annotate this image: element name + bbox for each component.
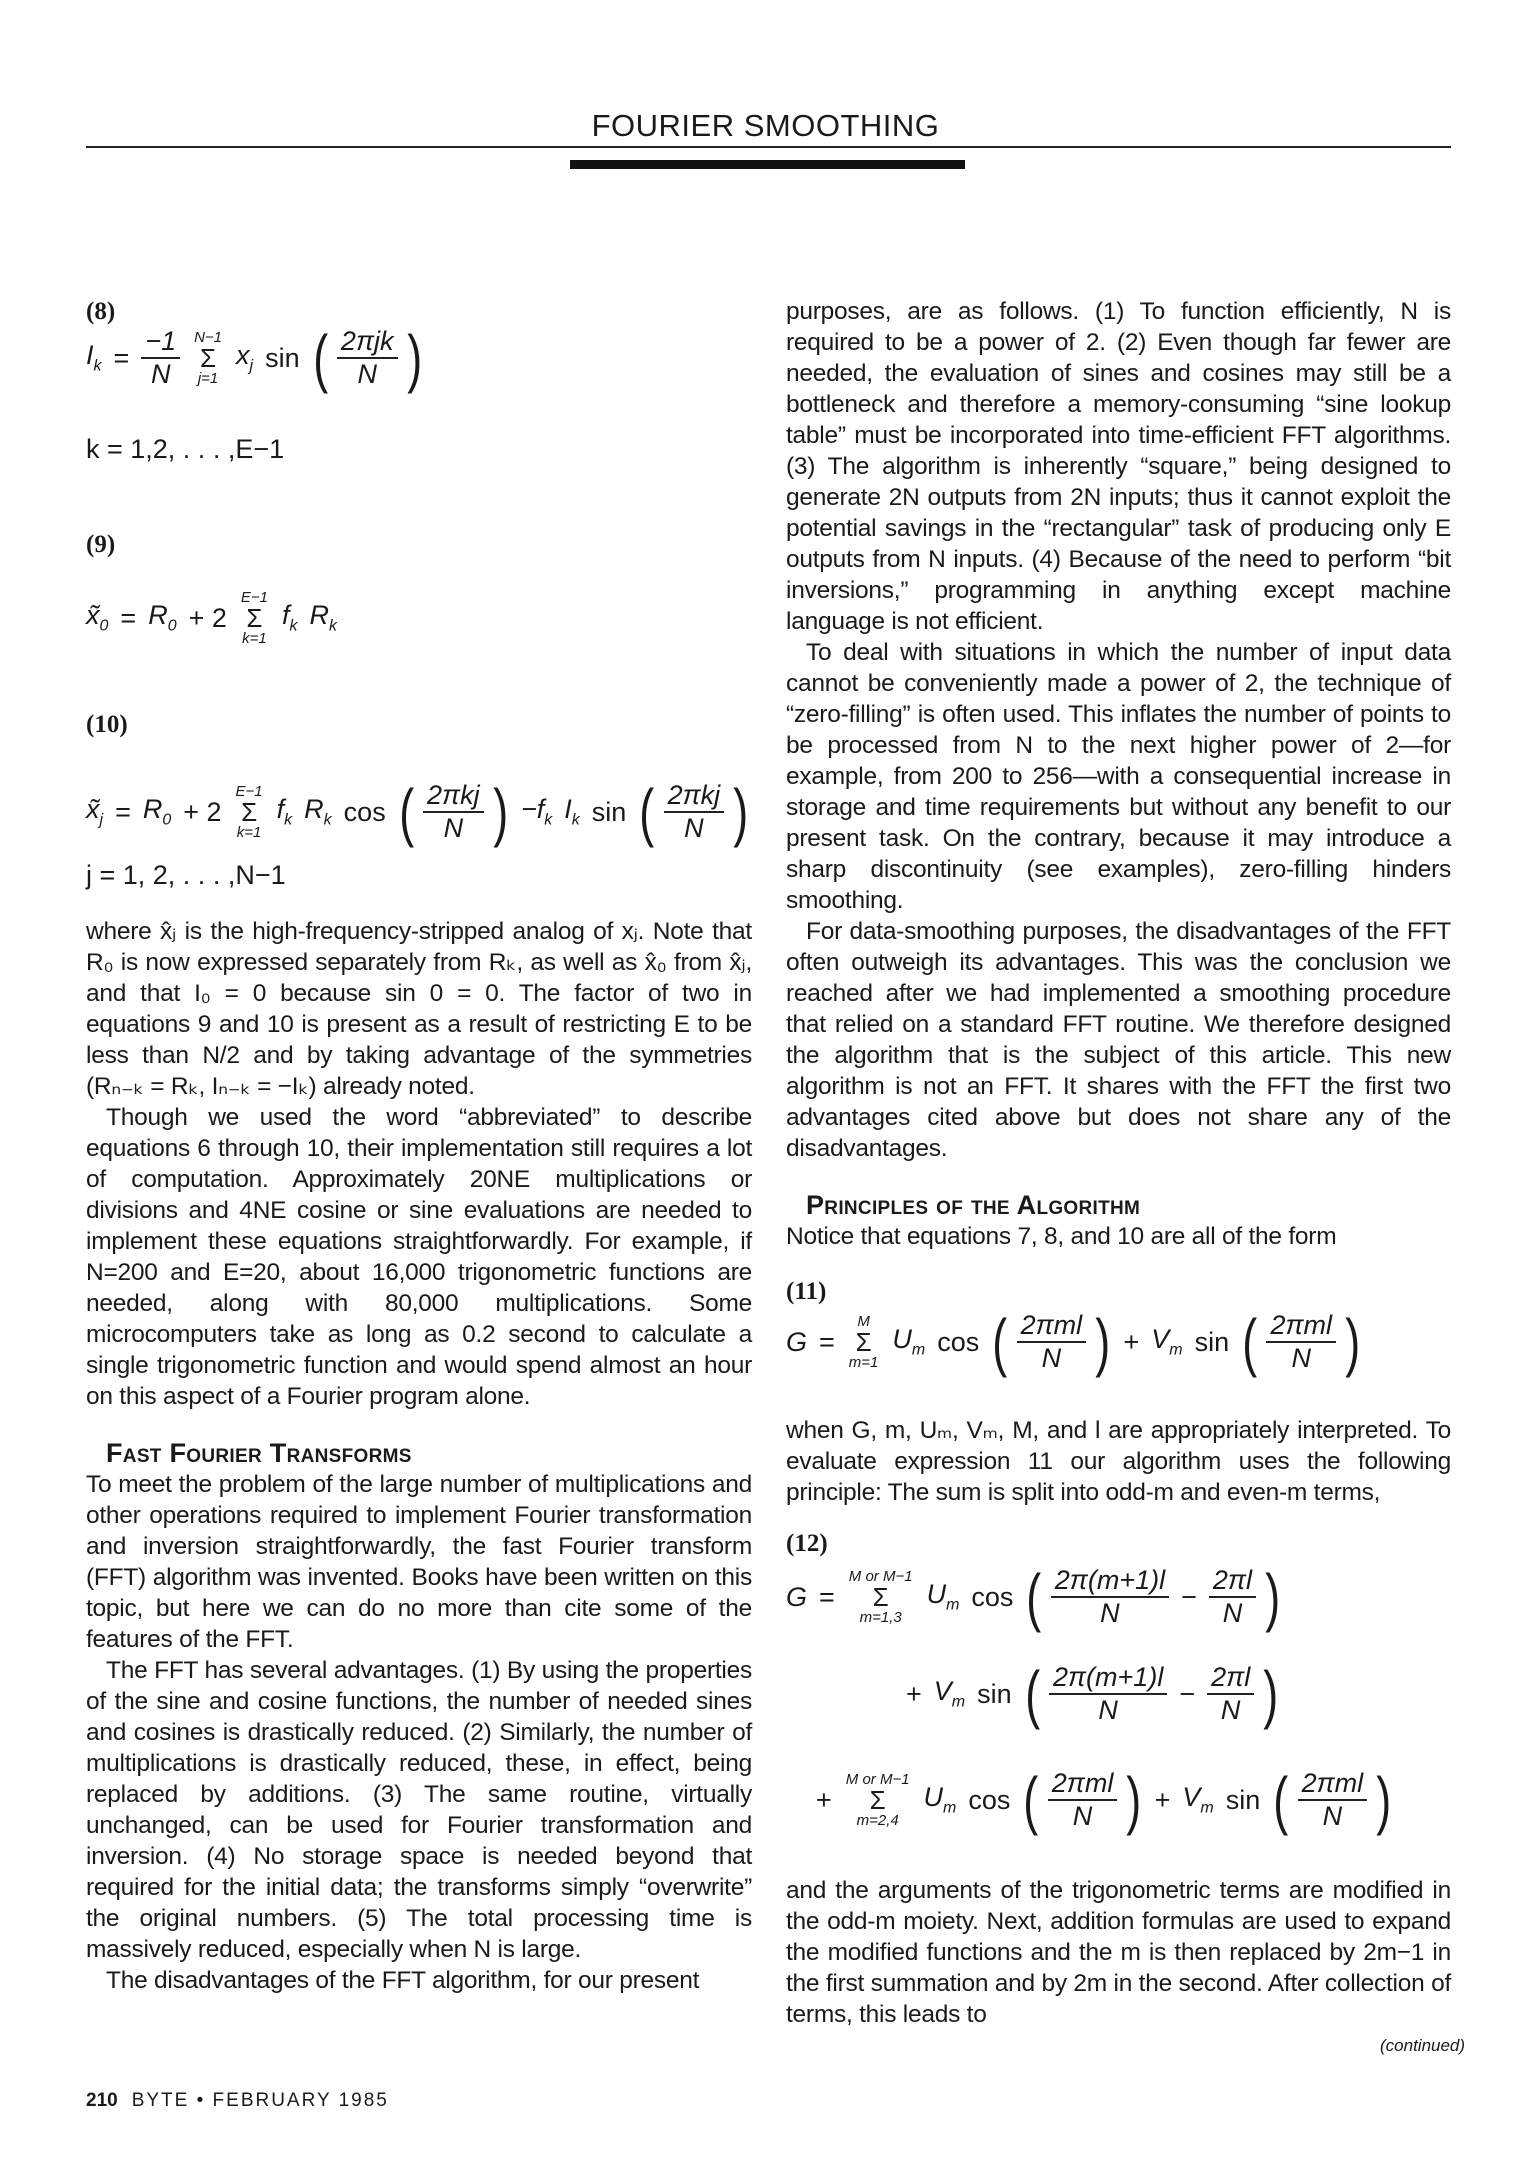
- math-term: +: [1154, 1784, 1171, 1815]
- numerator: 2πml: [1048, 1768, 1118, 1801]
- math-term: + 2: [188, 602, 227, 633]
- numerator: 2π(m+1)l: [1049, 1662, 1167, 1695]
- fraction: [423, 780, 484, 844]
- sum-lower-limit: m=1,3: [859, 1609, 902, 1627]
- numerator: 2πml: [1298, 1768, 1368, 1801]
- math-term: $-f_k$: [520, 794, 553, 829]
- denominator: N: [1100, 1598, 1120, 1629]
- footer-text: BYTE • FEBRUARY 1985: [131, 2090, 389, 2111]
- math-term: =: [120, 602, 137, 633]
- math-term: =: [115, 796, 131, 827]
- math-term: sin: [1225, 1784, 1261, 1815]
- paragraph: The FFT has several advantages. (1) By using the properties of the sine and cosine functions, the number of needed sines and cosines is drastically reduced. (2) Similarly, the number of multiplications is drastically reduced, these, in effect, being replaced by additions. (3) The same routine, virtually unchanged, can be used for Fourier transformation and inversion. (4) No storage space is needed beyond that required for the initial data; the transforms simply “overwrite” the original numbers. (5) The total processing time is massively reduced, especially when N is large.: [86, 1657, 752, 1963]
- summation: [194, 330, 222, 386]
- math-term: cos: [937, 1326, 980, 1357]
- equation-12-line-2: [900, 1658, 1286, 1731]
- math-term: sin: [977, 1678, 1012, 1709]
- subscript: k: [284, 811, 293, 829]
- subscript: k: [323, 811, 332, 829]
- left-paren-icon: (: [1242, 1306, 1258, 1379]
- page-footer: [86, 2090, 389, 2112]
- equation-8: [80, 322, 429, 395]
- fraction: [1209, 1565, 1256, 1629]
- math-term: $f_k$: [276, 794, 293, 829]
- sum-upper-limit: E−1: [240, 589, 268, 606]
- subscript: 0: [162, 811, 172, 829]
- math-term: +: [906, 1678, 922, 1709]
- continued-note: (continued): [1380, 2036, 1466, 2055]
- right-column-mid: [786, 1415, 1451, 1508]
- math-term: −: [1181, 1581, 1197, 1612]
- math-term: sin: [265, 342, 300, 373]
- right-paren-icon: ): [1265, 1561, 1281, 1634]
- fraction: [1207, 1662, 1254, 1726]
- equation-8-range: k = 1,2, . . . ,E−1: [86, 434, 285, 464]
- denominator: N: [1098, 1695, 1118, 1726]
- sum-lower-limit: k=1: [242, 630, 267, 647]
- running-header: FOURIER SMOOTHING: [591, 108, 940, 143]
- math-term: $V_m$: [1151, 1324, 1183, 1359]
- paragraph: when G, m, Uₘ, Vₘ, M, and l are appropriately interpreted. To evaluate expression 11 our algorithm uses the following principle: The sum is split into odd-m and even-m terms,: [786, 1417, 1451, 1506]
- summation: [849, 1569, 913, 1625]
- subscript: m: [943, 1799, 957, 1817]
- right-paren-icon: ): [1376, 1764, 1392, 1837]
- section-heading: Fast Fourier Transforms: [106, 1438, 412, 1468]
- paragraph: where x̂ⱼ is the high-frequency-stripped analog of xⱼ. Note that R₀ is now expressed separately from Rₖ, as well as x̂₀ from x̂ⱼ, and that I₀ = 0 because sin 0 = 0. The factor of two in equations 9 and 10 is present as a result of restricting E to be less than N/2 and by taking advantage of the symmetries (Rₙ₋ₖ = Rₖ, Iₙ₋ₖ = −Iₖ) already noted.: [86, 918, 752, 1100]
- math-term: cos: [343, 796, 386, 827]
- math-term: =: [819, 1581, 835, 1612]
- numerator: 2πml: [1017, 1310, 1087, 1343]
- sum-upper-limit: M or M−1: [845, 1771, 910, 1789]
- subscript: k: [93, 357, 102, 375]
- left-paren-icon: (: [1273, 1764, 1289, 1837]
- math-term: $x̃_j$: [86, 794, 104, 829]
- sigma-icon: Σ: [855, 1327, 872, 1358]
- subscript: k: [571, 811, 580, 829]
- math-term: sin: [591, 796, 627, 827]
- math-term: $f_k$: [282, 600, 298, 635]
- paragraph: and the arguments of the trigonometric terms are modified in the odd-m moiety. Next, addition formulas are used to expand the modified functions and the m is then replaced by 2m−1 in the first summation and by 2m in the second. After collection of terms, this leads to: [786, 1877, 1451, 2028]
- sum-lower-limit: k=1: [236, 824, 262, 842]
- equation-label-9: (9): [86, 531, 116, 558]
- paragraph: For data-smoothing purposes, the disadvantages of the FFT often outweigh its advantages. This was the conclusion we reached after we had implemented a smoothing procedure that relied on a standard FFT routine. We therefore designed the algorithm that is the subject of this article. This new algorithm is not an FFT. It shares with the FFT the first two advantages cited above but does not share any of the disadvantages.: [786, 918, 1451, 1162]
- math-term: sin: [1194, 1326, 1230, 1357]
- subscript: m: [911, 1341, 926, 1359]
- numerator: 2πml: [1266, 1310, 1336, 1343]
- denominator: N: [1322, 1801, 1343, 1832]
- math-term: $R_0$: [142, 794, 172, 829]
- sigma-icon: Σ: [241, 797, 258, 828]
- denominator: N: [1220, 1695, 1241, 1726]
- denominator: N: [1072, 1801, 1093, 1832]
- subscript: j: [249, 357, 254, 375]
- left-paren-icon: (: [1026, 1561, 1042, 1634]
- math-term: + 2: [183, 796, 222, 827]
- parenthesized-group: [989, 1306, 1113, 1379]
- paragraph: Though we used the word “abbreviated” to describe equations 6 through 10, their implementation still requires a lot of computation. Approximately 20NE multiplications or divisions and 4NE cosine or sine evaluations are needed to implement these equations straightforwardly. For example, if N=200 and E=20, about 16,000 trigonometric functions are needed, along with 80,000 multiplications. Some microcomputers take as long as 0.2 second to calculate a single trigonometric function and would spend almost an hour on this aspect of a Fourier program alone.: [86, 1104, 752, 1410]
- denominator: N: [150, 359, 171, 390]
- fraction: [1298, 1768, 1368, 1832]
- parenthesized-group: [1023, 1561, 1283, 1634]
- math-term: $I_k$: [86, 340, 102, 375]
- equation-label-12: (12): [786, 1530, 828, 1557]
- parenthesized-group: [636, 776, 751, 849]
- section-heading: Principles of the Algorithm: [806, 1190, 1141, 1220]
- subscript: 0: [167, 617, 177, 635]
- left-column: [86, 916, 752, 1996]
- subscript: m: [1200, 1799, 1214, 1817]
- math-term: $R_k$: [309, 600, 338, 635]
- sum-upper-limit: M or M−1: [848, 1568, 913, 1586]
- header-bar: [570, 160, 965, 169]
- left-paren-icon: (: [1023, 1764, 1039, 1837]
- math-term: $U_m$: [892, 1324, 926, 1359]
- fraction: [1049, 1662, 1167, 1726]
- sum-upper-limit: N−1: [194, 329, 223, 347]
- equation-11: [780, 1306, 1367, 1379]
- fraction: [141, 326, 180, 390]
- right-paren-icon: ): [406, 322, 422, 395]
- right-paren-icon: ): [1126, 1764, 1142, 1837]
- page-number: 210: [86, 2090, 118, 2111]
- math-term: +: [816, 1784, 832, 1815]
- math-term: $U_m$: [923, 1782, 957, 1817]
- math-term: $I_k$: [564, 794, 580, 829]
- math-term: $R_0$: [148, 600, 177, 635]
- denominator: N: [1041, 1343, 1062, 1374]
- math-term: =: [819, 1326, 835, 1357]
- subscript: j: [99, 811, 104, 829]
- numerator: 2πkj: [423, 780, 484, 813]
- math-term: $V_m$: [933, 1676, 966, 1711]
- equation-12-line-1: [780, 1561, 1287, 1634]
- subscript: k: [544, 811, 553, 829]
- sigma-icon: Σ: [246, 603, 263, 633]
- sum-upper-limit: M: [857, 1313, 870, 1331]
- right-column-top: [786, 296, 1451, 1252]
- denominator: N: [684, 813, 704, 844]
- summation: [849, 1314, 879, 1370]
- summation: [241, 590, 268, 646]
- equation-10-range: j = 1, 2, . . . ,N−1: [86, 860, 286, 890]
- subscript: 0: [99, 617, 109, 635]
- math-term: cos: [968, 1784, 1011, 1815]
- subscript: k: [329, 617, 338, 635]
- paragraph: To deal with situations in which the number of input data cannot be conveniently made a power of 2, the technique of “zero-filling” is often used. This inflates the number of points to be processed from N to the next higher power of 2—for example, from 200 to 256—with a consequential increase in storage and time requirements but without any benefit to our present task. On the contrary, because it may introduce a sharp discontinuity (see examples), zero-filling hinders smoothing.: [786, 639, 1451, 914]
- fraction: [1266, 1310, 1336, 1374]
- fraction: [664, 780, 725, 844]
- numerator: 2πkj: [664, 780, 725, 813]
- sum-lower-limit: m=1: [848, 1354, 879, 1372]
- math-term: $V_m$: [1182, 1782, 1214, 1817]
- left-paren-icon: (: [639, 776, 655, 849]
- parenthesized-group: [1239, 1306, 1363, 1379]
- denominator: N: [443, 813, 464, 844]
- numerator: −1: [141, 326, 180, 359]
- left-paren-icon: (: [992, 1306, 1008, 1379]
- denominator: N: [1222, 1598, 1243, 1629]
- math-term: cos: [971, 1581, 1014, 1612]
- sigma-icon: Σ: [200, 343, 217, 374]
- math-term: $R_k$: [304, 794, 332, 829]
- numerator: 2πl: [1207, 1662, 1254, 1695]
- right-paren-icon: ): [1263, 1658, 1279, 1731]
- parenthesized-group: [1270, 1764, 1394, 1837]
- equation-label-8: (8): [86, 298, 116, 325]
- parenthesized-group: [1022, 1658, 1282, 1731]
- parenthesized-group: [396, 776, 511, 849]
- subscript: k: [289, 617, 298, 635]
- sum-upper-limit: E−1: [235, 783, 263, 801]
- math-term: −: [1179, 1678, 1196, 1709]
- equation-label-10: (10): [86, 711, 128, 738]
- right-paren-icon: ): [1345, 1306, 1361, 1379]
- equation-label-11: (11): [786, 1278, 827, 1305]
- left-paren-icon: (: [312, 322, 328, 395]
- paragraph: purposes, are as follows. (1) To function efficiently, N is required to be a power of 2. (2) Even though far fewer are needed, the evaluation of sines and cosines may still be a bottleneck and therefore a memory-consuming “sine lookup table” must be incorporated into time-efficient FFT algorithms. (3) The algorithm is inherently “square,” being designed to generate 2N outputs from 2N inputs; thus it cannot exploit the potential savings in the “rectangular” task of producing only E outputs from N inputs. (4) Because of the need to perform “bit inversions,” programming in anything except machine language is not efficient.: [786, 298, 1451, 635]
- fraction: [337, 326, 398, 390]
- math-term: $x̃_0$: [86, 600, 109, 635]
- right-paren-icon: ): [492, 776, 508, 849]
- right-paren-icon: ): [733, 776, 749, 849]
- equation-10: [80, 776, 755, 849]
- math-term: +: [1123, 1326, 1140, 1357]
- fraction: [1017, 1310, 1087, 1374]
- math-term: G: [786, 1581, 808, 1612]
- header-rule: [86, 146, 1451, 148]
- sum-lower-limit: j=1: [197, 370, 219, 388]
- sum-lower-limit: m=2,4: [856, 1812, 899, 1830]
- math-term: $U_m$: [926, 1579, 960, 1614]
- paragraph: Notice that equations 7, 8, and 10 are all of the form: [786, 1223, 1337, 1250]
- paragraph: The disadvantages of the FFT algorithm, for our present: [106, 1967, 700, 1994]
- numerator: 2πjk: [337, 326, 398, 359]
- equation-9: [80, 590, 343, 646]
- denominator: N: [357, 359, 377, 390]
- subscript: m: [946, 1596, 960, 1614]
- fraction: [1051, 1565, 1169, 1629]
- math-term: $x_j$: [236, 340, 254, 375]
- sigma-icon: Σ: [869, 1785, 886, 1816]
- summation: [236, 784, 263, 840]
- numerator: 2πl: [1209, 1565, 1256, 1598]
- subscript: m: [951, 1693, 966, 1711]
- paragraph: To meet the problem of the large number of multiplications and other operations required to implement Fourier transformation and inversion straightforwardly, the fast Fourier transform (FFT) algorithm was invented. Books have been written on this topic, but here we can do no more than cite some of the features of the FFT.: [86, 1471, 752, 1653]
- summation: [846, 1772, 910, 1828]
- equation-12-line-3: [810, 1764, 1398, 1837]
- right-column-bottom: [786, 1875, 1451, 2030]
- left-paren-icon: (: [1024, 1658, 1040, 1731]
- right-paren-icon: ): [1095, 1306, 1111, 1379]
- subscript: m: [1169, 1341, 1183, 1359]
- parenthesized-group: [1020, 1764, 1144, 1837]
- sigma-icon: Σ: [872, 1582, 889, 1613]
- left-paren-icon: (: [398, 776, 414, 849]
- numerator: 2π(m+1)l: [1051, 1565, 1169, 1598]
- fraction: [1048, 1768, 1118, 1832]
- parenthesized-group: [310, 322, 425, 395]
- denominator: N: [1291, 1343, 1311, 1374]
- math-term: G: [786, 1326, 808, 1357]
- math-term: =: [113, 342, 130, 373]
